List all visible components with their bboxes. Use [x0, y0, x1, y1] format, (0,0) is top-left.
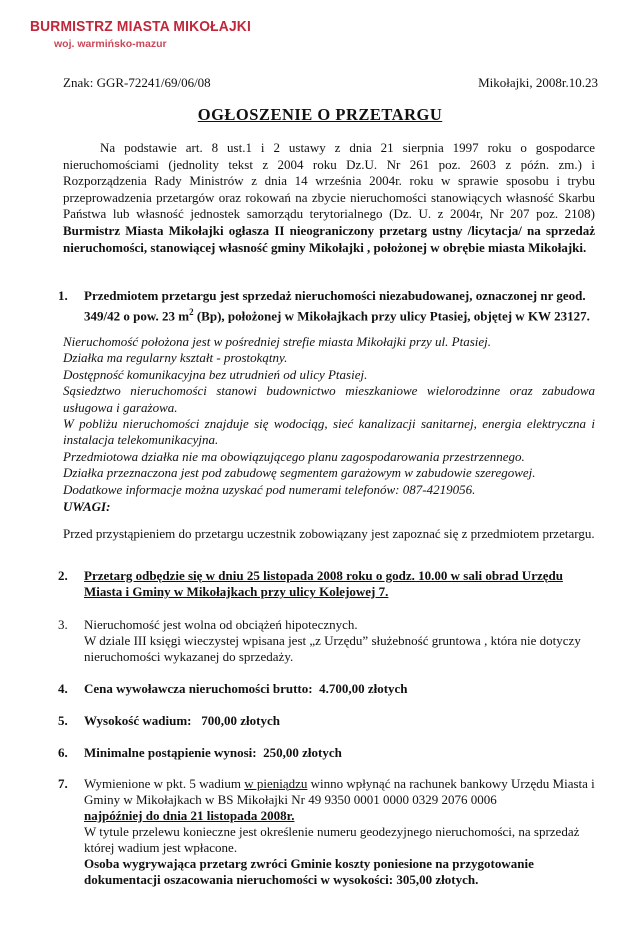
item-3-number: 3. — [58, 617, 68, 632]
item-7 — [58, 776, 598, 888]
place-date: Mikołajki, 2008r.10.23 — [478, 75, 598, 90]
item-1-number: 1. — [58, 288, 68, 303]
item-7-deadline: najpóźniej do dnia 21 listopada 2008r. — [84, 808, 295, 823]
remarks-text: Przed przystąpieniem do przetargu uczestnik zobowiązany jest zapoznać się z przedmiotem przetargu. — [63, 526, 595, 541]
item-2 — [58, 568, 598, 600]
min-increment-label: Minimalne postąpienie wynosi: — [84, 745, 257, 760]
item-1 — [58, 288, 598, 324]
description-line: Przedmiotowa działka nie ma obowiązującego planu zagospodarowania przestrzennego. — [63, 448, 525, 464]
reference-number: Znak: GGR-72241/69/06/08 — [63, 75, 211, 90]
intro-paragraph — [63, 140, 595, 256]
starting-price-value: 4.700,00 złotych — [319, 681, 408, 696]
description-line: W pobliżu nieruchomości znajduje się wodociąg, sieć kanalizacji sanitarnej, energia elektryczna i instalacja telekomunikacyjna. — [63, 416, 595, 448]
remarks-heading: UWAGI: — [63, 499, 111, 514]
intro-legal-basis: Na podstawie art. 8 ust.1 i 2 ustawy z dnia 21 sierpnia 1997 roku o gospodarce nieruchomościami (jednolity tekst z 2004 roku Dz.U. Nr 261 poz. 2603 z późn. zm.) i Rozporządzenia Rady Ministrów z dnia 14 września 2004r. roku w sprawie sposobu i trybu przeprowadzenia przetargów oraz rokowań na zbycie nieruchomości stanowiących własność Skarbu Państwa lub własność jednostek samorządu terytorialnego (Dz. U. z 2004r, Nr 207 poz. 2108) — [63, 140, 595, 222]
item-6 — [58, 745, 598, 761]
intro-announcement: Burmistrz Miasta Mikołajki ogłasza II nieograniczony przetarg ustny /licytacja/ na sprzedaż nieruchomości, stanowiącej własność gminy Mikołajki , położonej w obrębie miasta Mikołajki. — [63, 222, 595, 255]
item-7-payment: Wymienione w pkt. 5 wadium w pieniądzu winno wpłynąć na rachunek bankowy Urzędu Miasta i Gminy w Mikołajkach w BS Mikołajki Nr 49 9350 0001 0000 0329 2076 0006 — [84, 776, 595, 807]
item-3-line-1: Nieruchomość jest wolna od obciążeń hipotecznych. — [84, 617, 358, 632]
item-1-text: Przedmiotem przetargu jest sprzedaż nieruchomości niezabudowanej, oznaczonej nr geod. 349/42 o pow. 23 $m^2$ (Bp), położonej w Mikołajkach przy ulicy Ptasiej, objętej w KW 23127. — [84, 288, 590, 324]
item-3 — [58, 617, 598, 665]
property-description — [63, 334, 595, 498]
deposit-value: 700,00 złotych — [201, 713, 280, 728]
item-4 — [58, 681, 598, 697]
item-4-text — [84, 681, 598, 697]
item-7-number: 7. — [58, 776, 68, 791]
description-line: Działka przeznaczona jest pod zabudowę segmentem garażowym w zabudowie szeregowej. — [63, 465, 536, 481]
deposit-label: Wysokość wadium: — [84, 713, 192, 728]
stamp-title: BURMISTRZ MIASTA MIKOŁAJKI — [30, 18, 251, 35]
description-line: Działka ma regularny kształt - prostokątny. — [63, 350, 288, 366]
item-4-number: 4. — [58, 681, 68, 696]
item-2-number: 2. — [58, 568, 68, 583]
starting-price-label: Cena wywoławcza nieruchomości brutto: — [84, 681, 313, 696]
item-5-number: 5. — [58, 713, 68, 728]
description-line: Dodatkowe informacje można uzyskać pod numerami telefonów: 087-4219056. — [63, 481, 476, 497]
official-stamp — [30, 18, 270, 50]
in-cash-phrase: w pieniądzu — [244, 776, 308, 791]
item-2-text: Przetarg odbędzie się w dniu 25 listopada 2008 roku o godz. 10.00 w sali obrad Urzędu Miasta i Gminy w Mikołajkach przy ulicy Kolejowej 7. — [84, 568, 563, 599]
item-7-transfer-title: W tytule przelewu konieczne jest określenie numeru geodezyjnego nieruchomości, na sprzedaż której wadium jest wpłacone. — [84, 824, 580, 855]
item-7-costs: Osoba wygrywająca przetarg zwróci Gminie koszty poniesione na przygotowanie dokumentacji oszacowania nieruchomości w wysokości: 305,00 złotych. — [84, 856, 534, 887]
item-3-line-2: W dziale III księgi wieczystej wpisana jest „z Urzędu” służebność gruntowa , która nie dotyczy nieruchomości wykazanej do sprzedaży. — [84, 633, 581, 664]
document-title: OGŁOSZENIE O PRZETARGU — [197, 105, 443, 124]
item-6-text — [84, 745, 598, 761]
item-5-text — [84, 713, 598, 729]
description-line: Sąsiedztwo nieruchomości stanowi budownictwo mieszkaniowe wielorodzinne oraz zabudowa usługowa i garażowa. — [63, 383, 595, 415]
item-5 — [58, 713, 598, 729]
description-line: Nieruchomość położona jest w pośredniej strefie miasta Mikołajki przy ul. Ptasiej. — [63, 334, 491, 349]
description-line: Dostępność komunikacyjna bez utrudnień od ulicy Ptasiej. — [63, 366, 368, 382]
stamp-region: woj. warmińsko-mazur — [54, 38, 167, 50]
min-increment-value: 250,00 złotych — [263, 745, 342, 760]
item-6-number: 6. — [58, 745, 68, 760]
